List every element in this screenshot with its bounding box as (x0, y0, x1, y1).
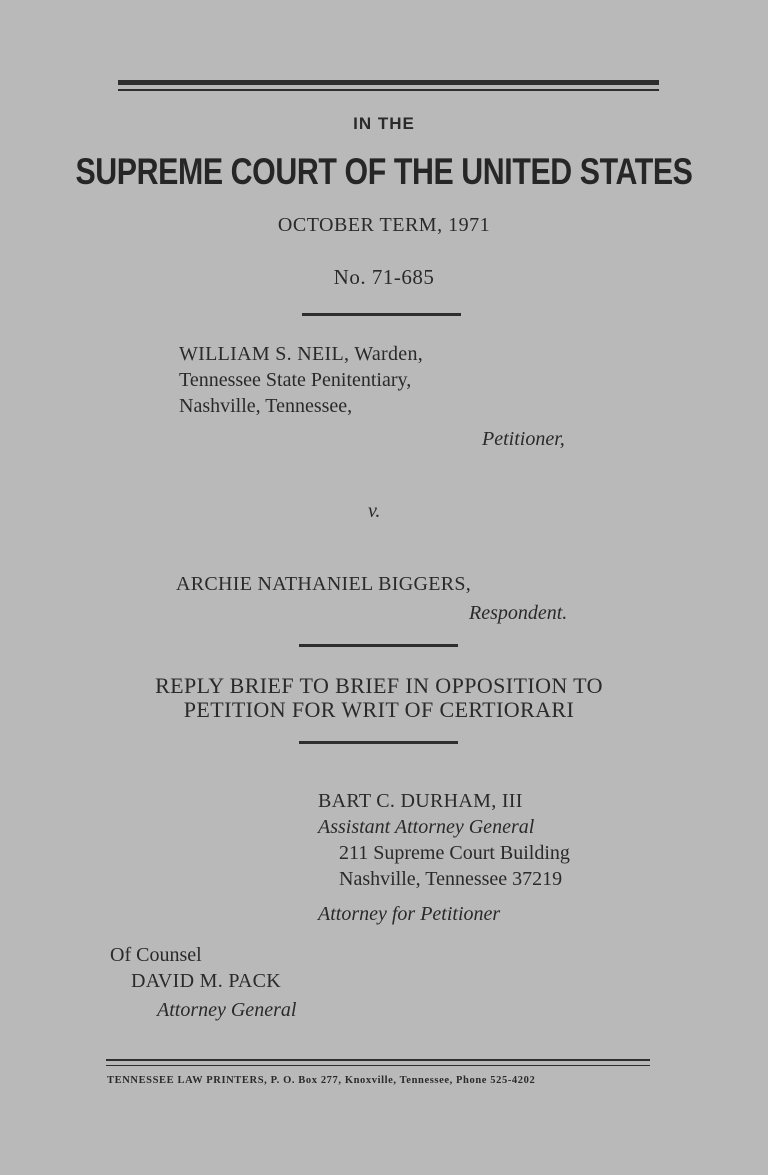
petitioner-line-2: Tennessee State Penitentiary, (179, 369, 412, 391)
of-counsel-label: Of Counsel (110, 944, 202, 966)
attorney-address-1: 211 Supreme Court Building (339, 842, 570, 864)
bottom-rule-thick (106, 1059, 650, 1061)
petitioner-line-3: Nashville, Tennessee, (179, 395, 353, 417)
attorney-name: BART C. DURHAM, III (318, 790, 523, 812)
docket-number: No. 71-685 (333, 265, 435, 289)
respondent-role: Respondent. (469, 602, 568, 624)
counsel-name: DAVID M. PACK (131, 970, 282, 992)
respondent-name: ARCHIE NATHANIEL BIGGERS, (176, 573, 472, 595)
court-title: SUPREME COURT OF THE UNITED STATES (75, 151, 693, 192)
petitioner-role: Petitioner, (482, 428, 565, 450)
attorney-title: Assistant Attorney General (318, 816, 535, 838)
brief-title-line-2: PETITION FOR WRIT OF CERTIORARI (183, 697, 575, 722)
counsel-title: Attorney General (157, 999, 297, 1021)
divider-rule-3 (299, 741, 458, 744)
bottom-rule-thin (106, 1065, 650, 1066)
attorney-address-2: Nashville, Tennessee 37219 (339, 868, 563, 890)
attorney-role: Attorney for Petitioner (318, 903, 501, 925)
versus: v. (368, 500, 381, 522)
brief-title-line-1: REPLY BRIEF TO BRIEF IN OPPOSITION TO (155, 673, 603, 698)
printer-footer: TENNESSEE LAW PRINTERS, P. O. Box 277, Knoxville, Tennessee, Phone 525-4202 (107, 1075, 536, 1086)
top-rule-thick (118, 80, 659, 85)
term-line: OCTOBER TERM, 1971 (277, 214, 491, 236)
divider-rule-2 (299, 644, 458, 647)
divider-rule-1 (302, 313, 461, 316)
petitioner-line-1: WILLIAM S. NEIL, Warden, (179, 343, 424, 365)
in-the-heading: IN THE (353, 114, 415, 133)
top-rule-thin (118, 89, 659, 91)
